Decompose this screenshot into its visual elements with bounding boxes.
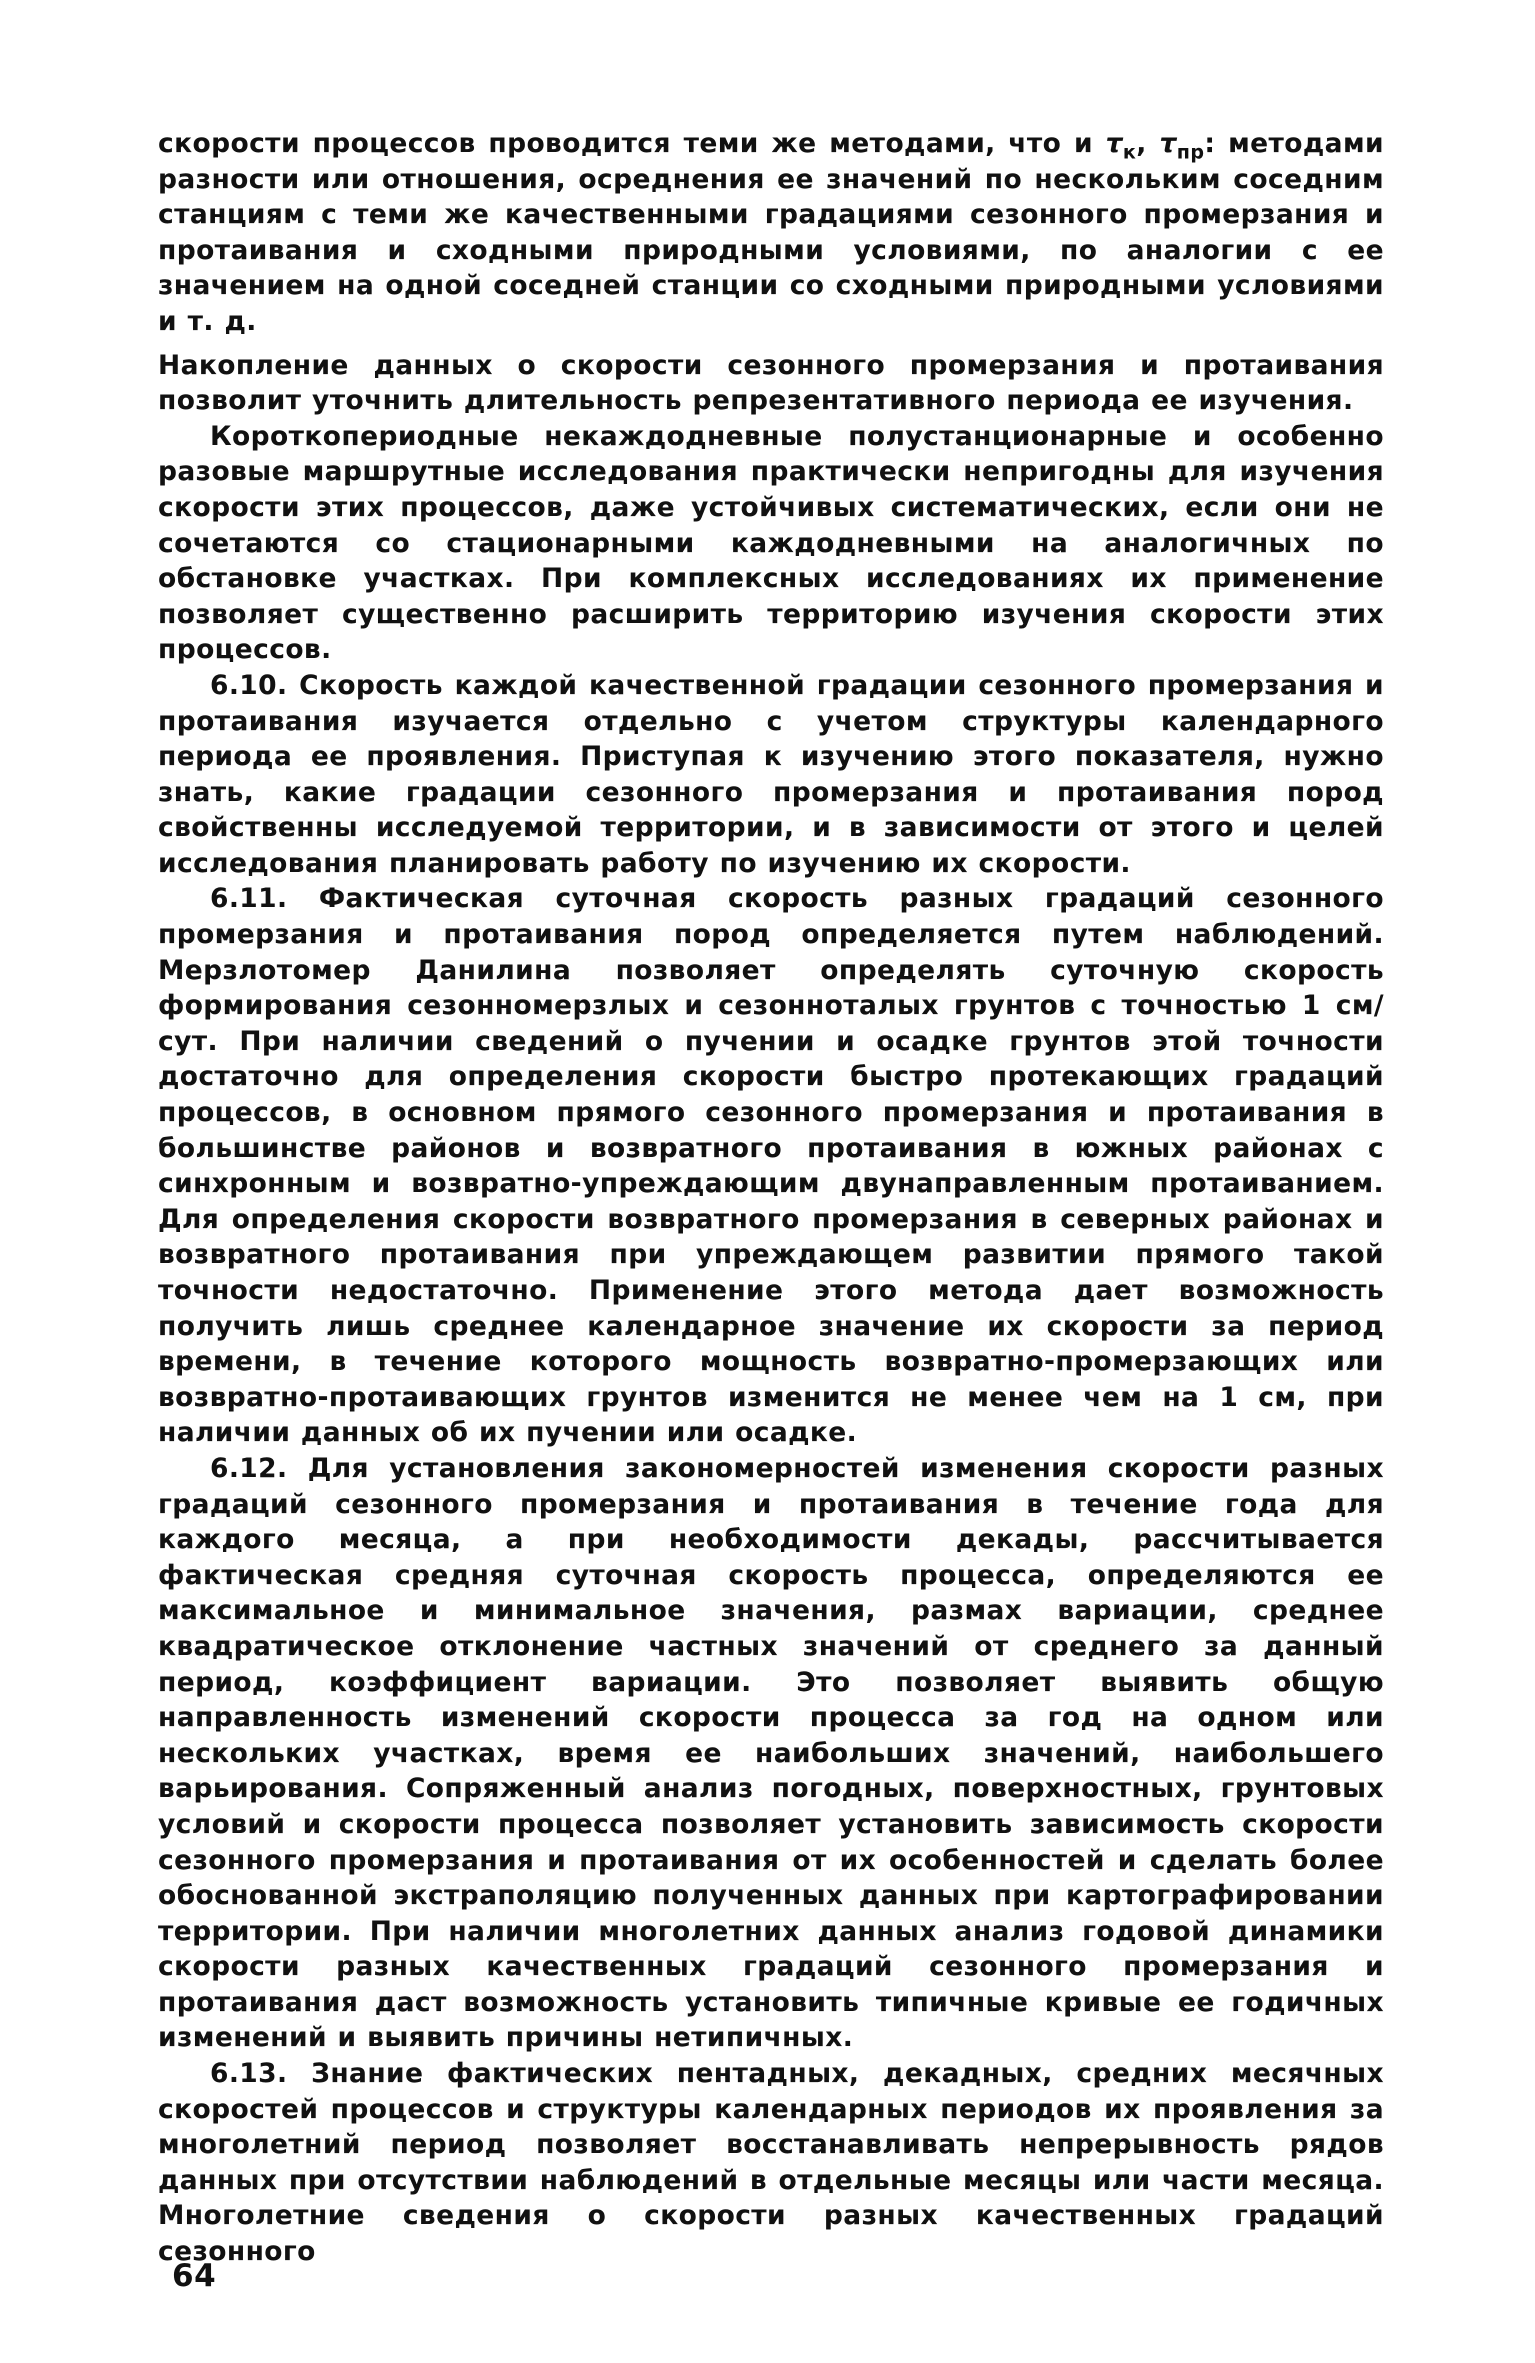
paragraph-text: : методами разности или отношения, осреднения ее значений по нескольким соседним станциям с теми же качественными градациями сезонного промерзания и протаивания и сходными природными условиями, по аналогии с ее значением на одной соседней станции со сходными природными условиями и т. д. (158, 128, 1384, 337)
section-number: 6.13. (210, 2058, 288, 2090)
section-text: Фактическая суточная скорость разных градаций сезонного промерзания и протаивания пород определяется путем наблюдений. Мерзлотомер Данилина позволяет определять суточную скорость формирования сезонномерзлых и сезонноталых грунтов с точностью 1 см/сут. При наличии сведений о пучении и осадке грунтов этой точности достаточно для определения скорости быстро протекающих градаций процессов, в основном прямого сезонного промерзания и протаивания в большинстве районов и возвратного протаивания в южных районах с синхронным и возвратно-упреждающим двунаправленным протаиванием. Для определения скорости возвратного промерзания в северных районах и возвратного протаивания при упреждающем развитии прямого такой точности недостаточно. Применение этого метода дает возможность получить лишь среднее календарное значение их скорости за период времени, в течение которого мощность возвратно-промерзающих или возвратно-протаивающих грунтов изменится не менее чем на 1 см, при наличии данных об их пучении или осадке. (158, 883, 1384, 1449)
page-number: 64 (172, 2258, 217, 2294)
section-6-13 (158, 2056, 1384, 2270)
section-text: Для установления закономерностей изменения скорости разных градаций сезонного промерзания и протаивания в течение года для каждого месяца, а при необходимости декады, рассчитывается фактическая средняя суточная скорость процесса, определяются ее максимальное и минимальное значения, размах вариации, среднее квадратическое отклонение частных значений от среднего за данный период, коэффициент вариации. Это позволяет выявить общую направленность изменений скорости процесса за год на одном или нескольких участках, время ее наибольших значений, наибольшего варьирования. Сопряженный анализ погодных, поверхностных, грунтовых условий и скорости процесса позволяет установить зависимость скорости сезонного промерзания и протаивания от их особенностей и сделать более обоснованной экстраполяцию полученных данных при картографировании территории. При наличии многолетних данных анализ годовой динамики скорости разных качественных градаций сезонного промерзания и протаивания даст возможность установить типичные кривые ее годичных изменений и выявить причины нетипичных. (158, 1452, 1384, 2054)
paragraph-methods-continuation (158, 126, 1384, 340)
section-number: 6.11. (210, 883, 288, 915)
section-6-10 (158, 668, 1384, 882)
page-body (158, 126, 1384, 2270)
subscript-pr: пр (1176, 141, 1205, 164)
tau-symbol: τ (1159, 128, 1177, 159)
subscript-k: к (1122, 141, 1137, 164)
section-number: 6.12. (210, 1452, 288, 1484)
section-6-12 (158, 1451, 1384, 2056)
section-text: Скорость каждой качественной градации сезонного промерзания и протаивания изучается отдельно с учетом структуры календарного периода ее проявления. Приступая к изучению этого показателя, нужно знать, какие градации сезонного промерзания и протаивания пород свойственны исследуемой территории, и в зависимости от этого и целей исследования планировать работу по изучению их скорости. (158, 669, 1384, 879)
paragraph-text: скорости процессов проводится теми же методами, что и (158, 128, 1106, 159)
section-number: 6.10. (210, 669, 288, 701)
paragraph-short-period-studies: Короткопериодные некаждодневные полустанционарные и особенно разовые маршрутные исследования практически непригодны для изучения скорости этих процессов, даже устойчивых систематических, если они не сочетаются со стационарными каждодневными на аналогичных по обстановке участках. При комплексных исследованиях их применение позволяет существенно расширить территорию изучения скорости этих процессов. (158, 420, 1384, 666)
tau-symbol: τ (1105, 128, 1123, 159)
paragraph-text: , (1136, 128, 1160, 159)
paragraph-data-accumulation: Накопление данных о скорости сезонного промерзания и протаивания позволит уточнить длительность репрезентативного периода ее изучения. (158, 349, 1384, 417)
section-6-11 (158, 881, 1384, 1451)
section-text: Знание фактических пентадных, декадных, средних месячных скоростей процессов и структуры календарных периодов их проявления за многолетний период позволяет восстанавливать непрерывность рядов данных при отсутствии наблюдений в отдельные месяцы или части месяца. Многолетние сведения о скорости разных качественных градаций сезонного (158, 2058, 1384, 2268)
